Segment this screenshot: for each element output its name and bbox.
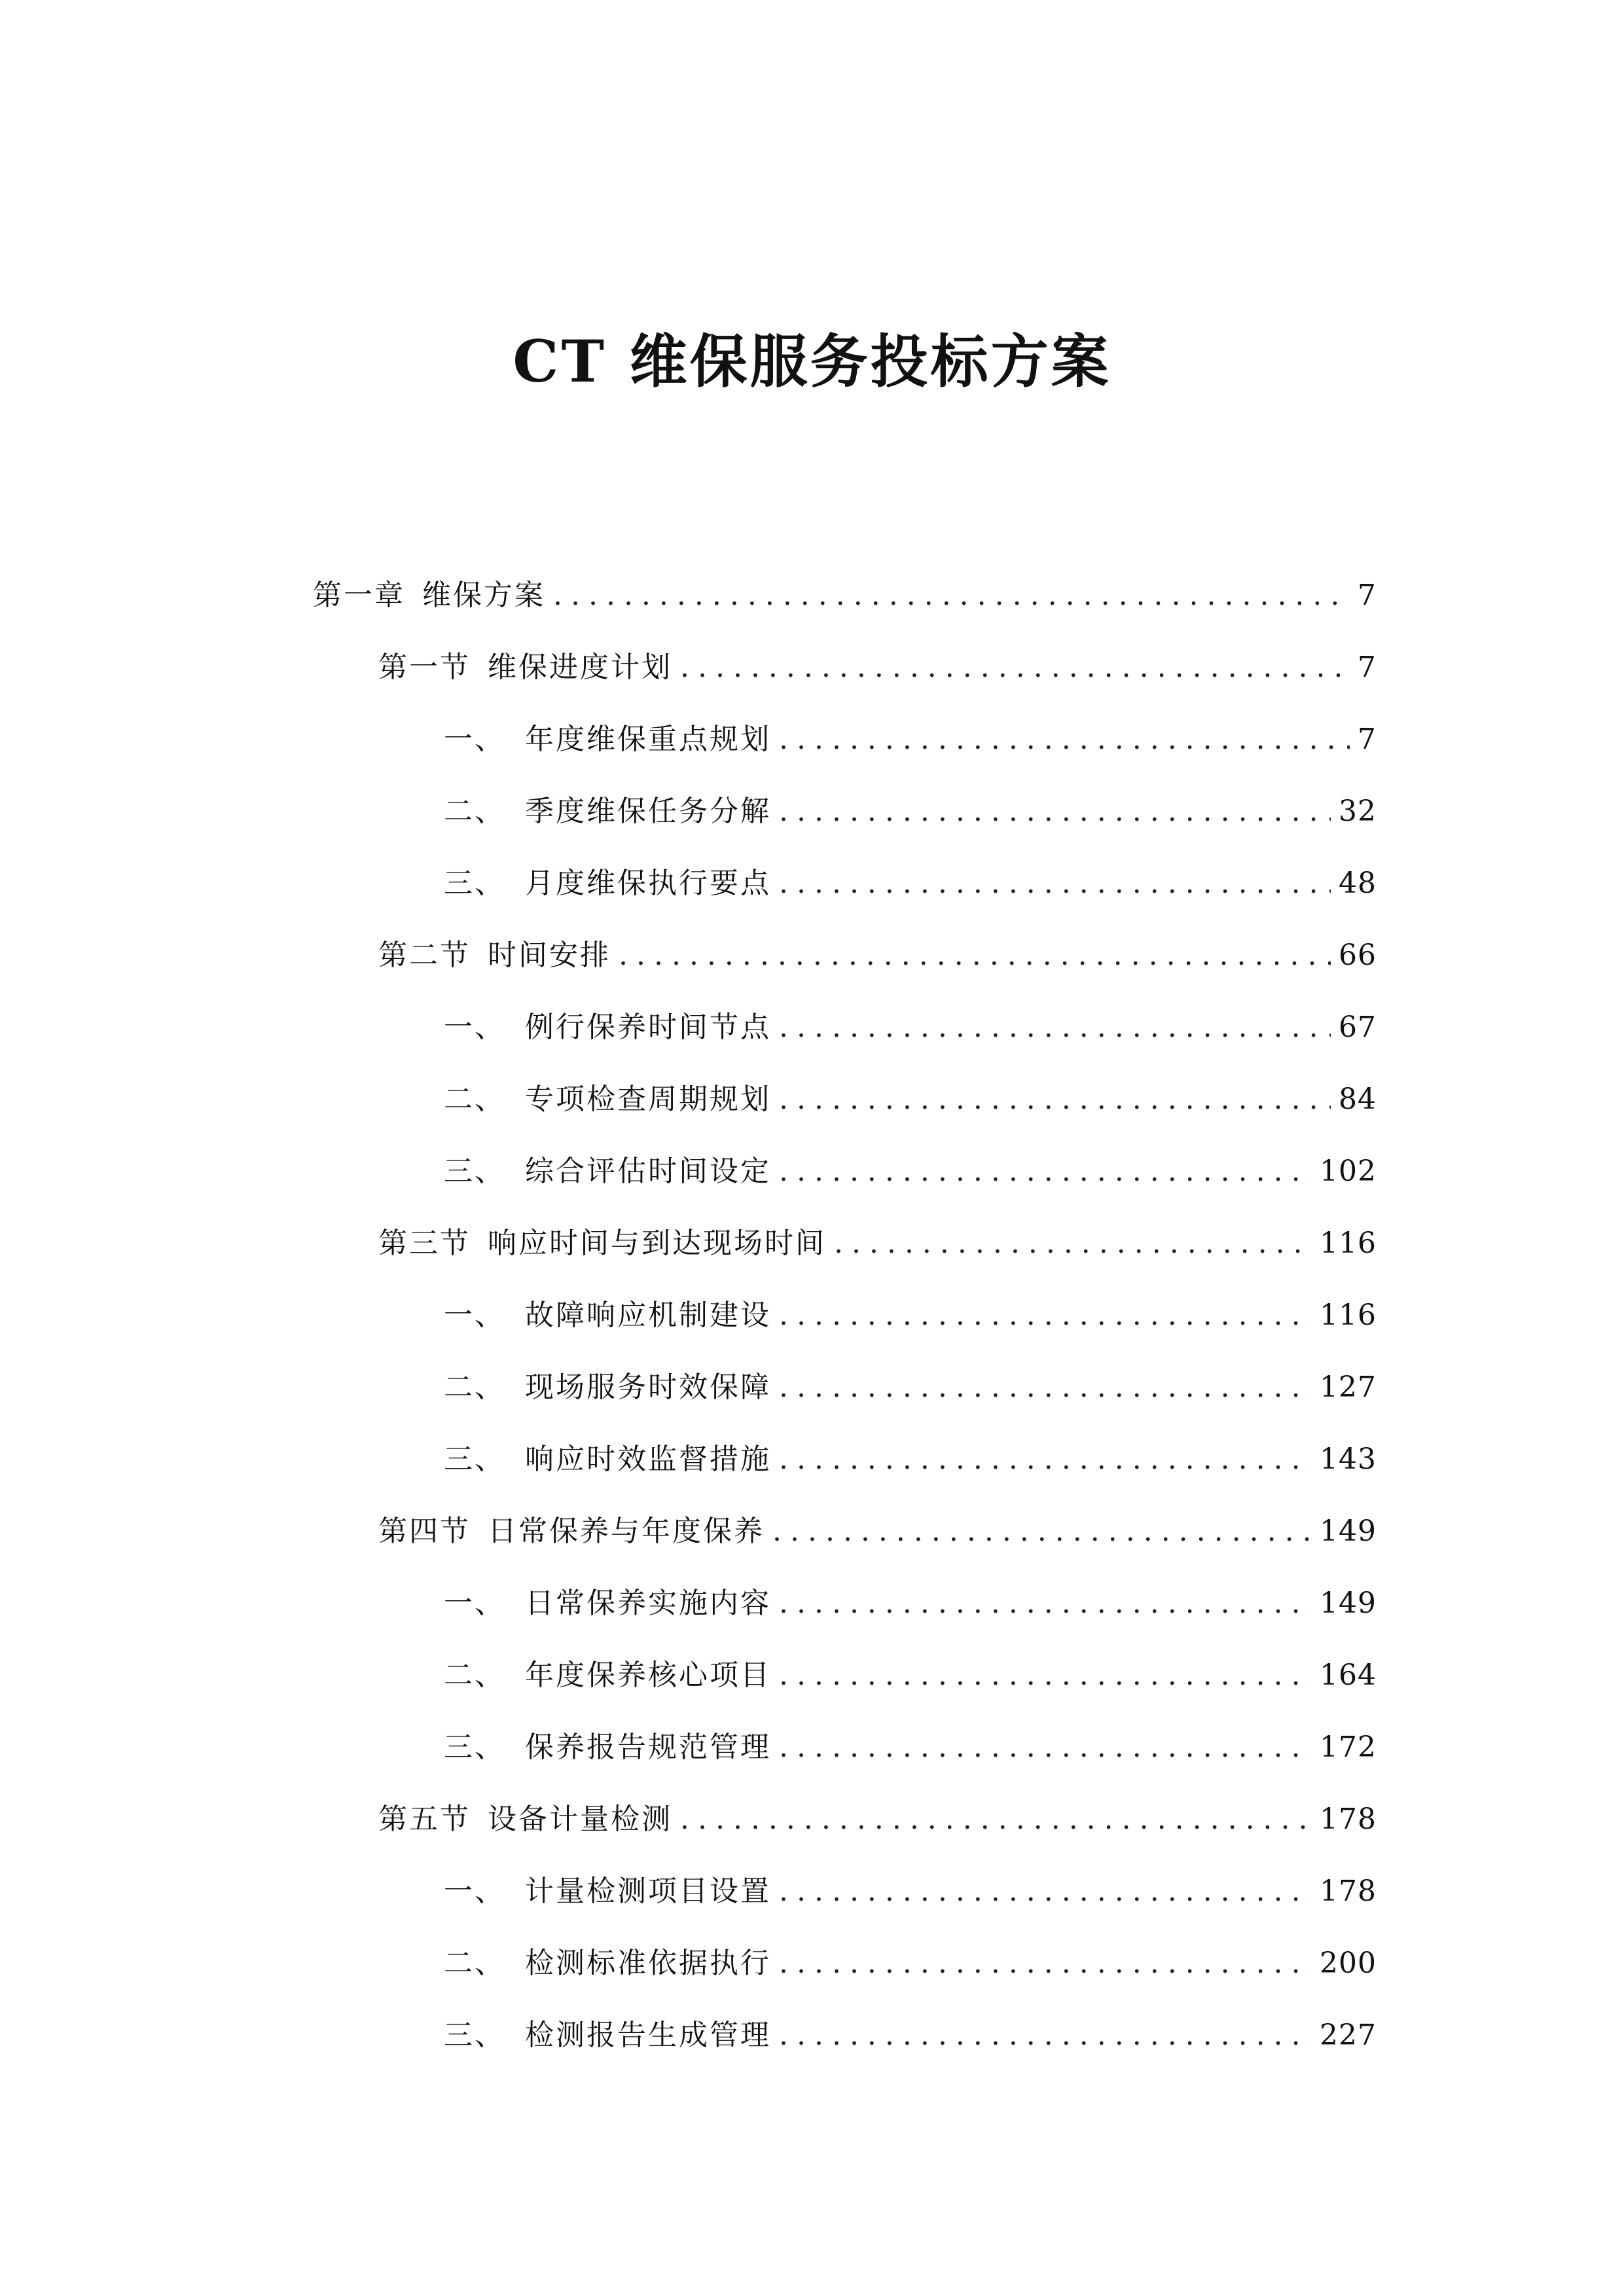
toc-entry-number: 第三节 <box>378 1227 471 1260</box>
toc-entry-title: 例行保养时间节点 <box>525 1011 771 1044</box>
toc-entry-label <box>444 1865 771 1918</box>
toc-entry-label <box>444 1937 771 1990</box>
toc-entry[interactable] <box>444 1433 1377 1486</box>
toc-entry[interactable] <box>378 1505 1377 1558</box>
toc-entry-label <box>378 1505 765 1558</box>
toc-entry-label <box>444 713 771 766</box>
toc-dot-leader <box>779 857 1331 910</box>
toc-entry-label <box>378 1217 826 1270</box>
toc-entry-title: 年度维保重点规划 <box>525 723 771 756</box>
toc-page-number: 164 <box>1320 1659 1377 1692</box>
toc-dot-leader <box>779 713 1350 766</box>
toc-entry-number: 二、 <box>444 1946 505 1980</box>
toc-entry-number: 一、 <box>444 1011 505 1044</box>
toc-entry-number: 三、 <box>444 1443 505 1476</box>
toc-entry[interactable] <box>378 929 1377 982</box>
toc-entry-title: 综合评估时间设定 <box>525 1155 771 1188</box>
toc-dot-leader <box>779 2009 1312 2062</box>
toc-dot-leader <box>779 1001 1331 1054</box>
toc-dot-leader <box>779 1577 1312 1630</box>
toc-dot-leader <box>779 1649 1312 1702</box>
toc-entry[interactable] <box>444 1361 1377 1414</box>
toc-page-number: 178 <box>1320 1803 1377 1836</box>
toc-entry[interactable] <box>444 2009 1377 2062</box>
toc-entry-label <box>444 857 771 910</box>
toc-entry[interactable] <box>378 1793 1377 1846</box>
toc-entry-number: 一、 <box>444 1587 505 1620</box>
toc-page-number: 116 <box>1320 1227 1377 1260</box>
toc-dot-leader <box>619 929 1331 982</box>
toc-entry-number: 第二节 <box>378 939 471 972</box>
toc-dot-leader <box>779 1433 1312 1486</box>
toc-entry[interactable] <box>444 1001 1377 1054</box>
toc-page-number: 67 <box>1339 1011 1377 1044</box>
toc-page-number: 227 <box>1320 2018 1377 2052</box>
toc-entry-number: 二、 <box>444 795 505 828</box>
toc-entry-number: 三、 <box>444 867 505 900</box>
toc-entry-title: 维保进度计划 <box>488 651 672 684</box>
toc-entry-number: 第四节 <box>378 1515 471 1548</box>
toc-page-number: 7 <box>1358 579 1377 612</box>
toc-entry-number: 二、 <box>444 1083 505 1116</box>
toc-entry-label <box>444 1145 771 1198</box>
toc-page-number: 149 <box>1320 1587 1377 1620</box>
toc-entry-title: 季度维保任务分解 <box>525 795 771 828</box>
toc-page-number: 178 <box>1320 1874 1377 1908</box>
toc-entry-number: 三、 <box>444 1155 505 1188</box>
toc-entry-label <box>444 785 771 838</box>
toc-entry-title: 故障响应机制建设 <box>525 1299 771 1332</box>
toc-page-number: 172 <box>1320 1731 1377 1764</box>
toc-entry-label <box>444 1361 771 1414</box>
toc-dot-leader <box>680 641 1350 694</box>
toc-entry[interactable] <box>444 1289 1377 1342</box>
toc-dot-leader <box>779 1145 1312 1198</box>
toc-entry-title: 设备计量检测 <box>488 1803 672 1836</box>
toc-entry-title: 检测报告生成管理 <box>525 2018 771 2052</box>
toc-entry-title: 计量检测项目设置 <box>525 1874 771 1908</box>
toc-entry-number: 二、 <box>444 1371 505 1404</box>
toc-entry-label <box>378 1793 672 1846</box>
toc-page-number: 32 <box>1339 795 1377 828</box>
document-title: CT 维保服务投标方案 <box>513 327 1111 395</box>
toc-entry-number: 二、 <box>444 1659 505 1692</box>
toc-entry-number: 三、 <box>444 1731 505 1764</box>
toc-dot-leader <box>779 1937 1312 1990</box>
toc-dot-leader <box>779 1361 1312 1414</box>
toc-entry[interactable] <box>444 1073 1377 1126</box>
toc-page-number: 66 <box>1339 939 1377 972</box>
toc-entry[interactable] <box>444 1145 1377 1198</box>
toc-entry[interactable] <box>313 569 1377 622</box>
toc-entry-title: 月度维保执行要点 <box>525 867 771 900</box>
toc-page-number: 149 <box>1320 1515 1377 1548</box>
toc-entry-title: 响应时效监督措施 <box>525 1443 771 1476</box>
toc-entry-number: 三、 <box>444 2018 505 2052</box>
toc-entry-title: 时间安排 <box>488 939 611 972</box>
toc-page-number: 7 <box>1358 723 1377 756</box>
toc-entry-title: 日常保养实施内容 <box>525 1587 771 1620</box>
toc-dot-leader <box>779 785 1331 838</box>
toc-entry[interactable] <box>444 1577 1377 1630</box>
toc-dot-leader <box>779 1289 1312 1342</box>
toc-entry-title: 专项检查周期规划 <box>525 1083 771 1116</box>
toc-entry-number: 第一章 <box>313 579 405 612</box>
toc-entry-label <box>444 2009 771 2062</box>
toc-entry-label <box>313 569 545 622</box>
toc-dot-leader <box>553 569 1350 622</box>
toc-page-number: 127 <box>1320 1371 1377 1404</box>
toc-entry-label <box>444 1073 771 1126</box>
toc-page-number: 48 <box>1339 867 1377 900</box>
toc-entry[interactable] <box>378 641 1377 694</box>
toc-entry-label <box>444 1289 771 1342</box>
toc-entry[interactable] <box>378 1217 1377 1270</box>
toc-entry[interactable] <box>444 857 1377 910</box>
toc-dot-leader <box>779 1721 1312 1774</box>
toc-entry-number: 一、 <box>444 1874 505 1908</box>
toc-entry[interactable] <box>444 713 1377 766</box>
toc-entry-number: 一、 <box>444 1299 505 1332</box>
toc-entry[interactable] <box>444 1721 1377 1774</box>
toc-entry-label <box>378 641 672 694</box>
toc-entry[interactable] <box>444 1865 1377 1918</box>
toc-entry-label <box>444 1577 771 1630</box>
toc-dot-leader <box>680 1793 1312 1846</box>
toc-page-number: 116 <box>1320 1299 1377 1332</box>
toc-entry-title: 响应时间与到达现场时间 <box>488 1227 826 1260</box>
toc-dot-leader <box>772 1505 1312 1558</box>
toc-entry-label <box>378 929 611 982</box>
toc-page-number: 84 <box>1339 1083 1377 1116</box>
toc-page-number: 102 <box>1320 1155 1377 1188</box>
toc-entry-title: 日常保养与年度保养 <box>488 1515 765 1548</box>
toc-entry[interactable] <box>444 785 1377 838</box>
toc-entry-title: 保养报告规范管理 <box>525 1731 771 1764</box>
toc-entry[interactable] <box>444 1649 1377 1702</box>
toc-entry-number: 第五节 <box>378 1803 471 1836</box>
toc-entry-title: 维保方案 <box>422 579 545 612</box>
toc-entry-label <box>444 1001 771 1054</box>
toc-entry-label <box>444 1649 771 1702</box>
toc-dot-leader <box>779 1865 1312 1918</box>
toc-page-number: 200 <box>1320 1946 1377 1980</box>
toc-page-number: 143 <box>1320 1443 1377 1476</box>
toc-entry-title: 年度保养核心项目 <box>525 1659 771 1692</box>
toc-dot-leader <box>779 1073 1331 1126</box>
toc-entry[interactable] <box>444 1937 1377 1990</box>
toc-entry-label <box>444 1433 771 1486</box>
toc-entry-label <box>444 1721 771 1774</box>
toc-entry-number: 第一节 <box>378 651 471 684</box>
toc-entry-number: 一、 <box>444 723 505 756</box>
toc-entry-title: 检测标准依据执行 <box>525 1946 771 1980</box>
toc-entry-title: 现场服务时效保障 <box>525 1371 771 1404</box>
toc-dot-leader <box>834 1217 1312 1270</box>
toc-page-number: 7 <box>1358 651 1377 684</box>
